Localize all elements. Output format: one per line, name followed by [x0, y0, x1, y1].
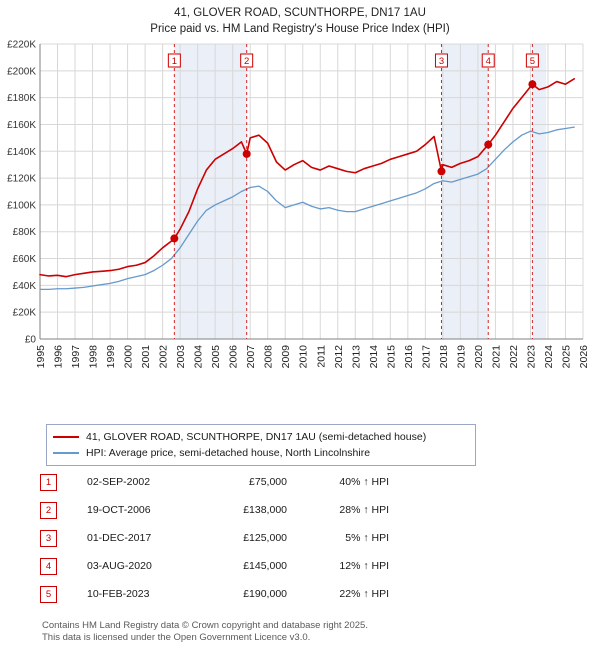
sales-table [40, 468, 560, 608]
sale-point-marker [170, 234, 178, 242]
legend-line-icon-property [53, 436, 79, 438]
sale-price: £145,000 [243, 560, 287, 572]
x-axis-tick-label: 2003 [175, 345, 188, 369]
x-axis-tick-label: 1996 [52, 345, 65, 369]
y-axis-tick-label: £220K [7, 39, 36, 51]
x-axis-tick-label: 2015 [385, 345, 398, 369]
sale-marker-number: 3 [40, 530, 57, 547]
sale-point-marker [528, 80, 536, 88]
x-axis-tick-label: 2008 [262, 345, 275, 369]
x-axis-tick-label: 2018 [437, 345, 450, 369]
x-axis-tick-label: 2022 [507, 345, 520, 369]
y-axis-tick-label: £180K [7, 93, 36, 105]
x-axis-tick-label: 1997 [70, 345, 83, 369]
x-axis-tick-label: 2026 [578, 345, 590, 369]
sale-date: 10-FEB-2023 [87, 588, 150, 600]
price-chart-svg [0, 38, 600, 378]
sale-date: 19-OCT-2006 [87, 504, 151, 516]
x-axis-tick-label: 1998 [87, 345, 100, 369]
sale-point-marker [484, 141, 492, 149]
legend-label-hpi: HPI: Average price, semi-detached house, North Lincolnshire [86, 447, 371, 459]
sale-hpi-delta: 5% ↑ HPI [345, 532, 389, 544]
marker-label-number: 3 [438, 56, 445, 67]
x-axis-tick-label: 2016 [402, 345, 415, 369]
x-axis-tick-label: 2014 [367, 345, 380, 369]
marker-label-number: 5 [529, 56, 536, 67]
sale-hpi-delta: 12% ↑ HPI [339, 560, 389, 572]
sale-hpi-delta: 40% ↑ HPI [339, 476, 389, 488]
x-axis-tick-label: 2005 [210, 345, 223, 369]
y-axis-tick-label: £200K [7, 66, 36, 78]
x-axis-tick-label: 2004 [192, 345, 205, 369]
x-axis-tick-label: 1995 [35, 345, 47, 369]
y-axis-tick-label: £20K [12, 307, 36, 319]
marker-label-number: 2 [244, 56, 250, 67]
y-axis-tick-label: £140K [7, 146, 36, 158]
legend-line-icon-hpi [53, 452, 79, 454]
chart-area [0, 38, 600, 378]
sale-price: £75,000 [249, 476, 287, 488]
title-line-2: Price paid vs. HM Land Registry's House Price Index (HPI) [150, 23, 450, 35]
x-axis-tick-label: 2024 [542, 345, 555, 369]
marker-label-number: 1 [171, 56, 177, 67]
sale-hpi-delta: 22% ↑ HPI [339, 588, 389, 600]
sale-marker-number: 2 [40, 502, 57, 519]
x-axis-tick-label: 2010 [297, 345, 310, 369]
x-axis-tick-label: 2006 [227, 345, 240, 369]
y-axis-tick-label: £160K [7, 119, 36, 131]
chart-legend [46, 424, 476, 466]
sale-marker-number: 4 [40, 558, 57, 575]
x-axis-tick-label: 2020 [472, 345, 485, 369]
page-title [0, 5, 600, 37]
sale-date: 01-DEC-2017 [87, 532, 152, 544]
marker-label-number: 4 [485, 56, 491, 67]
sale-date: 02-SEP-2002 [87, 476, 151, 488]
sale-point-marker [243, 150, 251, 158]
y-axis-tick-label: £120K [7, 173, 36, 185]
x-axis-tick-label: 2009 [280, 345, 293, 369]
title-line-1: 41, GLOVER ROAD, SCUNTHORPE, DN17 1AU [174, 7, 426, 19]
footer-attribution [42, 620, 582, 644]
table-row [40, 468, 560, 496]
sale-price: £138,000 [243, 504, 287, 516]
x-axis-tick-label: 2012 [332, 345, 345, 369]
chart-band [171, 44, 246, 339]
sale-hpi-delta: 28% ↑ HPI [339, 504, 389, 516]
table-row [40, 552, 560, 580]
sale-price: £190,000 [243, 588, 287, 600]
sale-price: £125,000 [243, 532, 287, 544]
y-axis-tick-label: £100K [7, 200, 36, 212]
y-axis-tick-label: £40K [12, 280, 36, 292]
x-axis-tick-label: 2013 [350, 345, 363, 369]
footer-line-1: Contains HM Land Registry data © Crown copyright and database right 2025. [42, 620, 368, 631]
x-axis-tick-label: 2001 [140, 345, 153, 369]
y-axis-tick-label: £80K [12, 227, 36, 239]
sale-date: 03-AUG-2020 [87, 560, 152, 572]
footer-line-2: This data is licensed under the Open Government Licence v3.0. [42, 632, 311, 643]
x-axis-tick-label: 2023 [525, 345, 538, 369]
y-axis-tick-label: £0 [24, 334, 36, 346]
legend-item-property [53, 429, 469, 445]
legend-item-hpi [53, 445, 469, 461]
x-axis-tick-label: 2019 [455, 345, 468, 369]
x-axis-tick-label: 2017 [420, 345, 433, 369]
sale-marker-number: 5 [40, 586, 57, 603]
legend-label-property: 41, GLOVER ROAD, SCUNTHORPE, DN17 1AU (semi-detached house) [86, 431, 427, 443]
x-axis-tick-label: 2021 [490, 345, 503, 369]
x-axis-tick-label: 2007 [245, 345, 258, 369]
chart-band [438, 44, 488, 339]
table-row [40, 580, 560, 608]
x-axis-tick-label: 1999 [105, 345, 118, 369]
x-axis-tick-label: 2000 [122, 345, 135, 369]
table-row [40, 496, 560, 524]
table-row [40, 524, 560, 552]
y-axis-tick-label: £60K [12, 254, 36, 266]
x-axis-tick-label: 2002 [157, 345, 170, 369]
x-axis-tick-label: 2011 [315, 345, 328, 368]
sale-marker-number: 1 [40, 474, 57, 491]
sale-point-marker [437, 167, 445, 175]
x-axis-tick-label: 2025 [560, 345, 573, 369]
